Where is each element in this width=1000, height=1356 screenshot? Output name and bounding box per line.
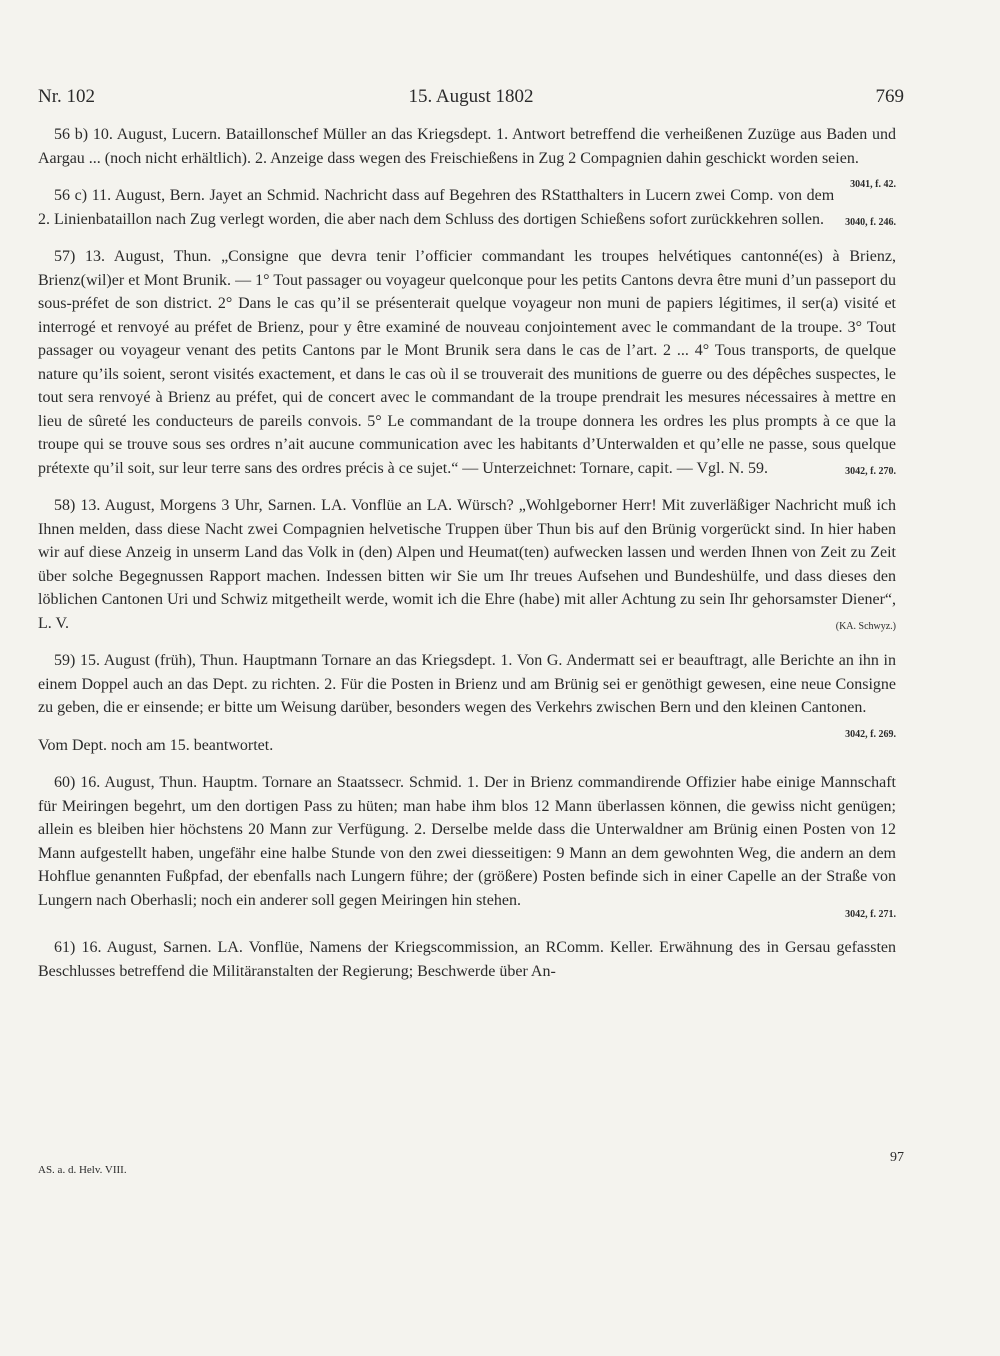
page-number: 769 — [875, 86, 904, 107]
running-header — [38, 86, 904, 112]
entry-57 — [38, 245, 896, 480]
document-number: Nr. 102 — [38, 86, 95, 107]
entry-61 — [38, 936, 896, 983]
volume-signature: AS. a. d. Helv. VIII. — [38, 1164, 127, 1176]
entry-text: 56 b) 10. August, Lucern. Bataillonschef Müller an das Kriegsdept. 1. Antwort betreffend die verheißenen Zuzüge aus Baden und Aargau ... (noch nicht erhältlich). 2. Anzeige dass wegen des Freischießens in Zug 2 Compagnien dahin geschickt worden seien. — [38, 126, 896, 167]
entry-text: 56 c) 11. August, Bern. Jayet an Schmid. Nachricht dass auf Begehren des RStatthalters in Lucern zwei Comp. von dem 2. Linienbataillon nach Zug verlegt worden, die aber nach dem Schluss des dortigen Schießens sofort zurückkehren sollen. — [38, 187, 835, 228]
sheet-number: 97 — [890, 1150, 904, 1165]
main-text — [38, 123, 896, 997]
entry-58 — [38, 494, 896, 635]
source-reference: (KA. Schwyz.) — [835, 620, 896, 632]
entry-text: 58) 13. August, Morgens 3 Uhr, Sarnen. LA. Vonflüe an LA. Würsch? „Wohlgeborner Herr! Mit zuverläßiger Nachricht muß ich Ihnen melden, dass diese Nacht zwei Compagnien helvetische Truppen über Thun bis auf den Brünig vorgerückt sind. In hier haben wir auf diese Anzeig in unserm Land das Volk in (den) Alpen und Heumat(ten) aufwecken lassen und werden Ihnen von Zeit zu Zeit über solche Begegnussen Rapport machen. Indessen bitten wir Sie um Ihr treues Aufsehen und Bundeshülfe, und dass dieses den löblichen Cantonen Uri und Schwiz mitgetheilt werde, womit ich die Ehre (habe) mit aller Achtung zu sein Ihr gehorsamster Diener“, L. V. — [38, 497, 896, 632]
entry-text: 60) 16. August, Thun. Hauptm. Tornare an Staatssecr. Schmid. 1. Der in Brienz commandirende Offizier habe einige Mannschaft für Meiringen begehrt, um den dortigen Pass zu hüten; man habe ihm blos 12 Mann überlassen können, die gewiss nicht genügen; allein es bleiben hier höchstens 20 Mann zur Verfügung. 2. Derselbe melde dass die Unterwaldner am Brünig einen Posten von 12 Mann aufgestellt haben, ungefähr eine halbe Stunde von den zwei diesseitigen: 9 Mann an dem gewohnten Weg, die andern an dem Hohflue genannten Fußpfad, der ebenfalls nach Lungern führe; der (größere) Posten befinde sich in einer Capelle an der Straße von Lungern nach Oberhasli; noch ein anderer soll gegen Meiringen hin stehen. — [38, 774, 896, 909]
entry-59 — [38, 649, 896, 740]
header-date: 15. August 1802 — [408, 86, 534, 107]
source-reference: 3042, f. 269. — [845, 728, 896, 740]
entry-60 — [38, 771, 896, 922]
entry-56b — [38, 123, 896, 190]
source-reference: 3040, f. 246. — [845, 216, 896, 228]
source-reference: 3042, f. 270. — [845, 465, 896, 477]
source-reference: 3041, f. 42. — [850, 179, 896, 190]
source-reference: 3042, f. 271. — [845, 909, 896, 920]
entry-56c — [38, 184, 896, 231]
answer-note-text: Vom Dept. noch am 15. beantwortet. — [38, 736, 274, 754]
answer-note — [38, 734, 896, 758]
entry-text: 59) 15. August (früh), Thun. Hauptmann Tornare an das Kriegsdept. 1. Von G. Andermatt sei er beauftragt, alle Berichte an ihn in einem Doppel auch an das Dept. zu richten. 2. Für die Posten in Brienz und am Brünig sei er genöthigt gewesen, eine neue Consigne zu geben, die er einsende; er bitte um Weisung darüber, besonders wegen des Verkehrs zwischen Bern und den kleinen Cantonen. — [38, 652, 896, 716]
entry-text: 61) 16. August, Sarnen. LA. Vonflüe, Namens der Kriegscommission, an RComm. Keller. Erwähnung des in Gersau gefassten Beschlusses betreffend die Militäranstalten der Regierung; Beschwerde über An- — [38, 939, 896, 980]
entry-text: 57) 13. August, Thun. „Consigne que devra tenir l’officier commandant les troupes helvétiques cantonné(es) à Brienz, Brienz(wil)er et Mont Brunik. — 1° Tout passager ou voyageur quelconque pour les petits Cantons devra être muni d’un passeport du sous-préfet de son district. 2° Dans le cas qu’il se présenterait quelque voyageur non muni de papiers légitimes, il ser(a) visité et interrogé et renvoyé au préfet de Brienz, pour y être examiné de nouveau conjointement avec le commandant de la troupe. 3° Tout passager ou voyageur venant des petits Cantons par le Mont Brunik sera dans le cas de l’art. 2 ... 4° Tous transports, de quelque nature qu’ils soient, seront visités exactement, et dans le cas où il se trouverait des munitions de guerre ou des dépêches suspectes, le tout sera renvoyé à Brienz au préfet, qui de concert avec le commandant de la troupe prendrait les mesures nécessaires à mettre en lieu de sûreté les conducteurs de pareils convois. 5° Le commandant de la troupe donnera les ordres les plus prompts à ce que la troupe qui se trouve sous ses ordres n’ait aucune communication avec les habitants d’Unterwalden et qu’elle ne passe, sous quelque prétexte qu’il soit, sur leur terre sans des ordres précis à ce sujet.“ — Unterzeichnet: Tornare, capit. — Vgl. N. 59. — [38, 248, 896, 477]
